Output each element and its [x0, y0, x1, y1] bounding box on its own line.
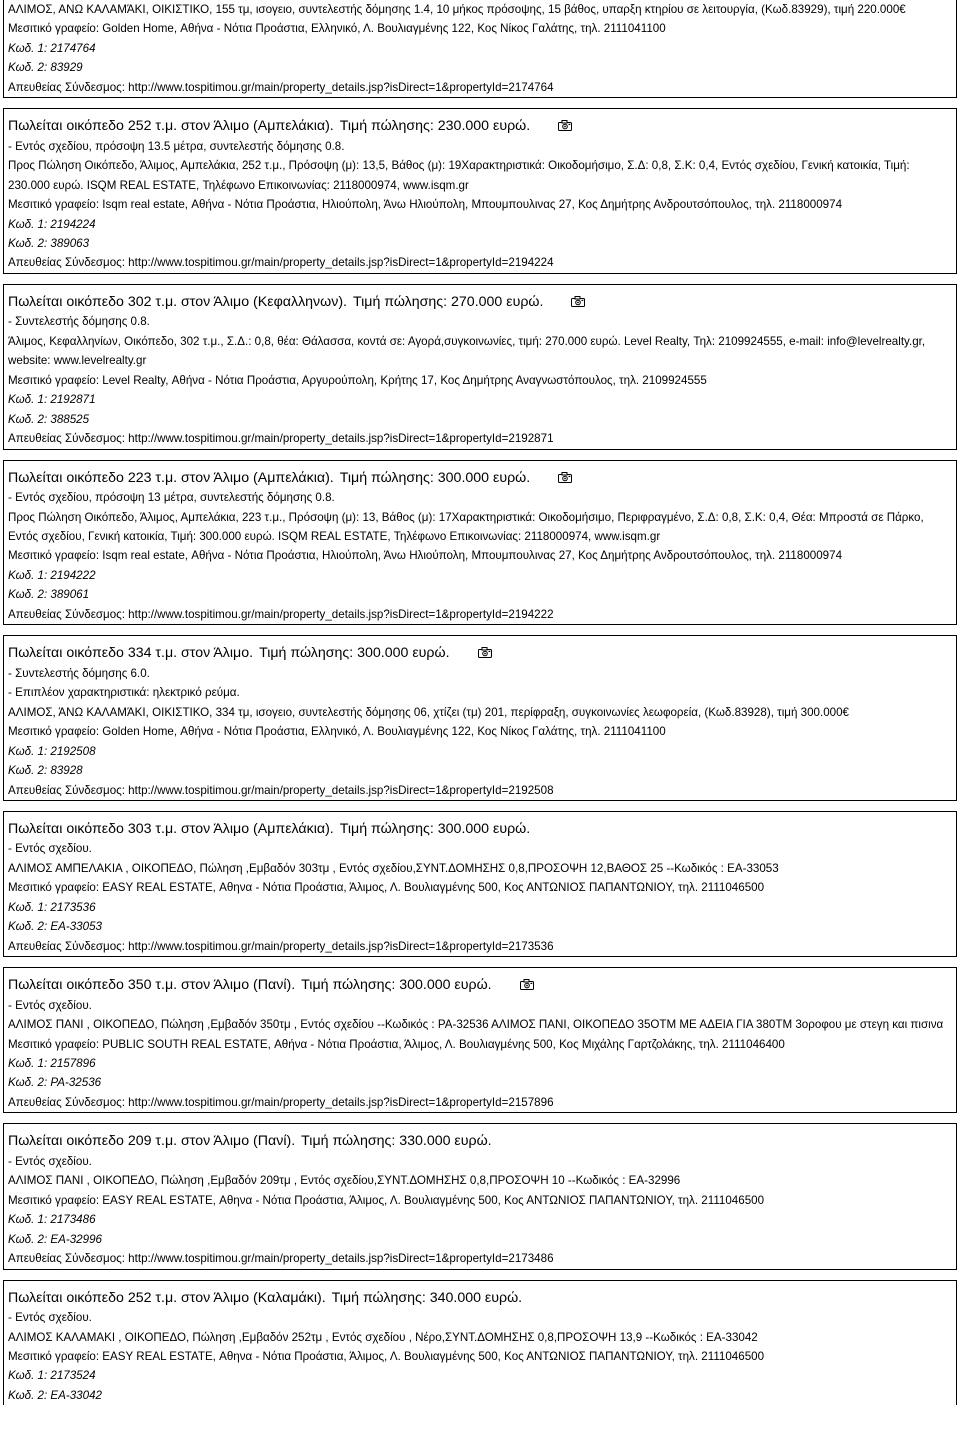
listing-description-line: ΑΛΙΜΟΣ ΚΑΛΑΜΑΚΙ , ΟΙΚΟΠΕΔΟ, Πώληση ,Εμβαδόν 252τμ , Εντός σχεδίου , Νέρο,ΣΥΝΤ.ΔΟΜΗΣΗΣ 0,8,ΠΡΟΣΟΨΗ 13,9 --Κωδικός : ΕΑ-33042: [8, 1330, 758, 1344]
direct-link-row: [8, 1249, 952, 1268]
listing-title: [8, 469, 952, 489]
listing-title-text: Πωλείται οικόπεδο 303 τ.μ. στον Άλιμο (Αμπελάκια).: [8, 820, 334, 837]
listing-description-line: Μεσιτικό γραφείο: EASY REAL ESTATE, Αθηνα - Νότια Προάστια, Άλιμος, Λ. Βουλιαγμένης 500, Κος ΑΝΤΩΝΙΟΣ ΠΑΠΑΝΤΩΝΙΟΥ, τηλ. 2111046500: [8, 881, 765, 895]
listing-description-line: ΑΛΙΜΟΣ, ΑΝΩ ΚΑΛΑΜΆΚΙ, ΟΙΚΙΣΤΙΚΟ, 155 τμ, ισογειο, συντελεστής δόμησης 1.4, 10 μήκος πρόσοψης, 15 βάθος, υπαρξη κτηρίου σε λειτουργία, (Κωδ.83929), τιμή 220.000€: [8, 3, 906, 16]
listing-price: Τιμή πώλησης: 300.000 ευρώ.: [259, 645, 450, 662]
listing-code-2: Κωδ. 2: ΕΑ-33053: [8, 920, 102, 934]
listing-price: Τιμή πώλησης: 270.000 ευρώ.: [352, 293, 544, 310]
listing-card: [3, 1123, 957, 1269]
listing-price: Τιμή πώλησης: 300.000 ευρώ.: [339, 469, 531, 486]
listing-card: [3, 284, 957, 450]
direct-link-row: [8, 605, 952, 624]
listing-code-1: Κωδ. 1: 2173524: [8, 1369, 96, 1383]
listing-price: Τιμή πώλησης: 300.000 ευρώ.: [301, 977, 492, 994]
listing-description-line: - Επιπλέον χαρακτηριστικά: ηλεκτρικό ρεύμα.: [8, 686, 240, 700]
direct-link[interactable]: Απευθείας Σύνδεσμος: http://www.tospitimou.gr/main/property_details.jsp?isDirect=1&propertyId=2194222: [8, 607, 554, 621]
listing-title: [8, 976, 952, 996]
direct-link-row: [8, 1093, 952, 1112]
listing-code-1: Κωδ. 1: 2157896: [8, 1057, 96, 1071]
listing-title-text: Πωλείται οικόπεδο 252 τ.μ. στον Άλιμο (Αμπελάκια).: [8, 118, 334, 135]
listing-description-line: - Συντελεστής δόμησης 0.8.: [8, 315, 150, 329]
listing-card: [3, 108, 957, 274]
listing-title: [8, 1132, 952, 1152]
listing-code-1: Κωδ. 1: 2192508: [8, 744, 96, 758]
listing-code-1: Κωδ. 1: 2173536: [8, 900, 96, 914]
listing-description-line: - Εντός σχεδίου.: [8, 842, 92, 856]
listing-card: [3, 967, 957, 1113]
direct-link-row: [8, 253, 952, 272]
listing-description-line: - Εντός σχεδίου.: [8, 1311, 92, 1325]
listing-card: [3, 460, 957, 626]
listing-price: Τιμή πώλησης: 300.000 ευρώ.: [339, 820, 531, 837]
direct-link[interactable]: Απευθείας Σύνδεσμος: http://www.tospitimou.gr/main/property_details.jsp?isDirect=1&propertyId=2194224: [8, 256, 554, 270]
listing-title: [8, 820, 952, 840]
listing-description-line: Μεσιτικό γραφείο: Level Realty, Αθήνα - Νότια Προάστια, Αργυρούπολη, Κρήτης 17, Κος Δημήτρης Αναγνωστόπουλος, τηλ. 2109924555: [8, 373, 707, 387]
listing-card: [3, 811, 957, 957]
listing-code-2: Κωδ. 2: ΕΑ-33042: [8, 1388, 102, 1402]
listing-title-text: Πωλείται οικόπεδο 350 τ.μ. στον Άλιμο (Πανί).: [8, 977, 296, 994]
camera-icon[interactable]: [571, 296, 585, 307]
listing-card: [3, 635, 957, 801]
listing-title-text: Πωλείται οικόπεδο 209 τ.μ. στον Άλιμο (Πανί).: [8, 1133, 296, 1150]
listing-code-2: Κωδ. 2: ΕΑ-32996: [8, 1232, 102, 1246]
direct-link[interactable]: Απευθείας Σύνδεσμος: http://www.tospitimou.gr/main/property_details.jsp?isDirect=1&propertyId=2192871: [8, 432, 554, 446]
listings-container: [3, 0, 957, 1405]
direct-link[interactable]: Απευθείας Σύνδεσμος: http://www.tospitimou.gr/main/property_details.jsp?isDirect=1&propertyId=2192508: [8, 783, 554, 797]
listing-title-text: Πωλείται οικόπεδο 252 τ.μ. στον Άλιμο (Καλαμάκι).: [8, 1289, 326, 1306]
listing-code-2: Κωδ. 2: 83929: [8, 61, 83, 75]
listing-title: [8, 293, 952, 313]
listing-description-line: Μεσιτικό γραφείο: PUBLIC SOUTH REAL ESTATE, Αθήνα - Νότια Προάστια, Άλιμος, Λ. Βουλιαγμένης 500, Κος Μιχάλης Γαρτζολάκης, τηλ. 2111046400: [8, 1037, 785, 1051]
listing-code-2: Κωδ. 2: 83928: [8, 764, 83, 778]
listing-code-2: Κωδ. 2: 389063: [8, 237, 90, 251]
listing-card: [3, 1280, 957, 1406]
listing-description-line: Προς Πώληση Οικόπεδο, Άλιμος, Αμπελάκια, 252 τ.μ., Πρόσοψη (μ): 13,5, Βάθος (μ): 19Χαρακτηριστικά: Οικοδομήσιμο, Σ.Δ: 0,8, Σ.Κ: 0,4, Εντός σχεδίου, Γενική κατοικία, Τιμή: 230.000 ευρώ. ISQM REAL ESTATE, Τηλέφωνο Επικοινωνίας: 2118000974, www.isqm.gr: [8, 159, 910, 192]
listing-description-line: Μεσιτικό γραφείο: EASY REAL ESTATE, Αθηνα - Νότια Προάστια, Άλιμος, Λ. Βουλιαγμένης 500, Κος ΑΝΤΩΝΙΟΣ ΠΑΠΑΝΤΩΝΙΟΥ, τηλ. 2111046500: [8, 1350, 765, 1364]
listing-code-1: Κωδ. 1: 2174764: [8, 41, 96, 55]
listing-description-line: Μεσιτικό γραφείο: Golden Home, Αθήνα - Νότια Προάστια, Ελληνικό, Λ. Βουλιαγμένης 122, Κος Νίκος Γαλάτης, τηλ. 2111041100: [8, 22, 666, 36]
listing-code-1: Κωδ. 1: 2194222: [8, 568, 96, 582]
direct-link-row: [8, 429, 952, 448]
listing-code-1: Κωδ. 1: 2173486: [8, 1213, 96, 1227]
listing-description-line: Μεσιτικό γραφείο: Isqm real estate, Αθήνα - Νότια Προάστια, Ηλιούπολη, Άνω Ηλιούπολη, Μπουμπουλινας 27, Κος Δημήτρης Ανδρουτσόπουλος, τηλ. 2118000974: [8, 198, 843, 212]
listing-price: Τιμή πώλησης: 230.000 ευρώ.: [339, 118, 531, 135]
direct-link[interactable]: Απευθείας Σύνδεσμος: http://www.tospitimou.gr/main/property_details.jsp?isDirect=1&propertyId=2173536: [8, 939, 554, 953]
listing-description-line: Άλιμος, Κεφαλληνίων, Οικόπεδο, 302 τ.μ., Σ.Δ.: 0,8, θέα: Θάλασσα, κοντά σε: Αγορά,συγκοινωνίες, τιμή: 270.000 ευρώ. Level Realty, Τηλ: 2109924555, e-mail: info@levelrealty.gr, website: www.levelrealty.gr: [8, 334, 926, 368]
listing-description-line: ΑΛΙΜΟΣ ΠΑΝΙ , ΟΙΚΟΠΕΔΟ, Πώληση ,Εμβαδόν 209τμ , Εντός σχεδίου,ΣΥΝΤ.ΔΟΜΗΣΗΣ 0,8,ΠΡΟΣΟΨΗ 10 --Κωδικός : ΕΑ-32996: [8, 1174, 681, 1188]
listing-description-line: Μεσιτικό γραφείο: Isqm real estate, Αθήνα - Νότια Προάστια, Ηλιούπολη, Άνω Ηλιούπολη, Μπουμπουλινας 27, Κος Δημήτρης Ανδρουτσόπουλος, τηλ. 2118000974: [8, 549, 843, 563]
camera-icon[interactable]: [558, 472, 572, 483]
listing-description-line: Μεσιτικό γραφείο: Golden Home, Αθήνα - Νότια Προάστια, Ελληνικό, Λ. Βουλιαγμένης 122, Κος Νίκος Γαλάτης, τηλ. 2111041100: [8, 725, 666, 739]
listing-description-line: - Εντός σχεδίου, πρόσοψη 13.5 μέτρα, συντελεστής δόμησης 0.8.: [8, 139, 345, 153]
listing-title-text: Πωλείται οικόπεδο 223 τ.μ. στον Άλιμο (Αμπελάκια).: [8, 469, 334, 486]
direct-link[interactable]: Απευθείας Σύνδεσμος: http://www.tospitimou.gr/main/property_details.jsp?isDirect=1&propertyId=2173486: [8, 1252, 554, 1266]
direct-link-row: [8, 781, 952, 800]
direct-link[interactable]: Απευθείας Σύνδεσμος: http://www.tospitimou.gr/main/property_details.jsp?isDirect=1&propertyId=2157896: [8, 1095, 554, 1109]
listing-title-text: Πωλείται οικόπεδο 302 τ.μ. στον Άλιμο (Κεφαλληνων).: [8, 293, 347, 310]
listing-price: Τιμή πώλησης: 330.000 ευρώ.: [301, 1133, 492, 1150]
listing-description-line: - Συντελεστής δόμησης 6.0.: [8, 666, 150, 680]
listing-description-line: - Εντός σχεδίου.: [8, 1154, 92, 1168]
listing-description-line: - Εντός σχεδίου, πρόσοψη 13 μέτρα, συντελεστής δόμησης 0.8.: [8, 491, 335, 505]
listing-description-line: ΑΛΙΜΟΣ, ΆΝΩ ΚΑΛΑΜΆΚΙ, ΟΙΚΙΣΤΙΚΟ, 334 τμ, ισογειο, συντελεστής δόμησης 06, χτίζει (τμ) 201, περίφραξη, συγκοινωνίες λεωφορεία, (Κωδ.83928), τιμή 300.000€: [8, 705, 849, 719]
camera-icon[interactable]: [478, 647, 492, 658]
listing-description-line: - Εντός σχεδίου.: [8, 998, 92, 1012]
listing-code-2: Κωδ. 2: 388525: [8, 412, 90, 426]
listing-price: Τιμή πώλησης: 340.000 ευρώ.: [331, 1289, 523, 1306]
listing-title: [8, 117, 952, 137]
listing-code-2: Κωδ. 2: ΡΑ-32536: [8, 1076, 102, 1090]
listing-title: [8, 644, 952, 664]
listing-description-line: ΑΛΙΜΟΣ ΑΜΠΕΛΑΚΙΑ , ΟΙΚΟΠΕΔΟ, Πώληση ,Εμβαδόν 303τμ , Εντός σχεδίου,ΣΥΝΤ.ΔΟΜΗΣΗΣ 0,8,ΠΡΟΣΟΨΗ 12,ΒΑΘΟΣ 25 --Κωδικός : ΕΑ-33053: [8, 861, 779, 875]
camera-icon[interactable]: [558, 120, 572, 131]
direct-link-row: [8, 78, 952, 97]
direct-link-row: [8, 937, 952, 956]
listing-description-line: ΑΛΙΜΟΣ ΠΑΝΙ , ΟΙΚΟΠΕΔΟ, Πώληση ,Εμβαδόν 350τμ , Εντός σχεδίου --Κωδικός : ΡΑ-32536 ΑΛΙΜΟΣ ΠΑΝΙ, ΟΙΚΟΠΕΔΟ 35ΟΤΜ ΜΕ ΑΔΕΙΑ ΓΙΑ 380ΤΜ 3οροφου με στεγη και πισινα: [8, 1018, 944, 1032]
camera-icon[interactable]: [520, 979, 534, 990]
direct-link[interactable]: Απευθείας Σύνδεσμος: http://www.tospitimou.gr/main/property_details.jsp?isDirect=1&propertyId=2174764: [8, 80, 554, 94]
listing-card: [3, 0, 957, 98]
listing-description-line: Μεσιτικό γραφείο: EASY REAL ESTATE, Αθηνα - Νότια Προάστια, Άλιμος, Λ. Βουλιαγμένης 500, Κος ΑΝΤΩΝΙΟΣ ΠΑΠΑΝΤΩΝΙΟΥ, τηλ. 2111046500: [8, 1193, 765, 1207]
listing-description-line: Προς Πώληση Οικόπεδο, Άλιμος, Αμπελάκια, 223 τ.μ., Πρόσοψη (μ): 13, Βάθος (μ): 17Χαρακτηριστικά: Οικοδομήσιμο, Περιφραγμένο, Σ.Δ: 0,8, Σ.Κ: 0,4, Θέα: Μπροστά σε Πάρκο, Εντός σχεδίου, Γενική κατοικία, Τιμή: 300.000 ευρώ. ISQM REAL ESTATE, Τηλέφωνο Επικοινωνίας: 2118000974, www.isqm.gr: [8, 510, 924, 544]
listing-title: [8, 1289, 952, 1309]
listing-code-1: Κωδ. 1: 2194224: [8, 217, 96, 231]
listing-code-2: Κωδ. 2: 389061: [8, 588, 90, 602]
listing-code-1: Κωδ. 1: 2192871: [8, 393, 96, 407]
listing-title-text: Πωλείται οικόπεδο 334 τ.μ. στον Άλιμο.: [8, 645, 254, 662]
